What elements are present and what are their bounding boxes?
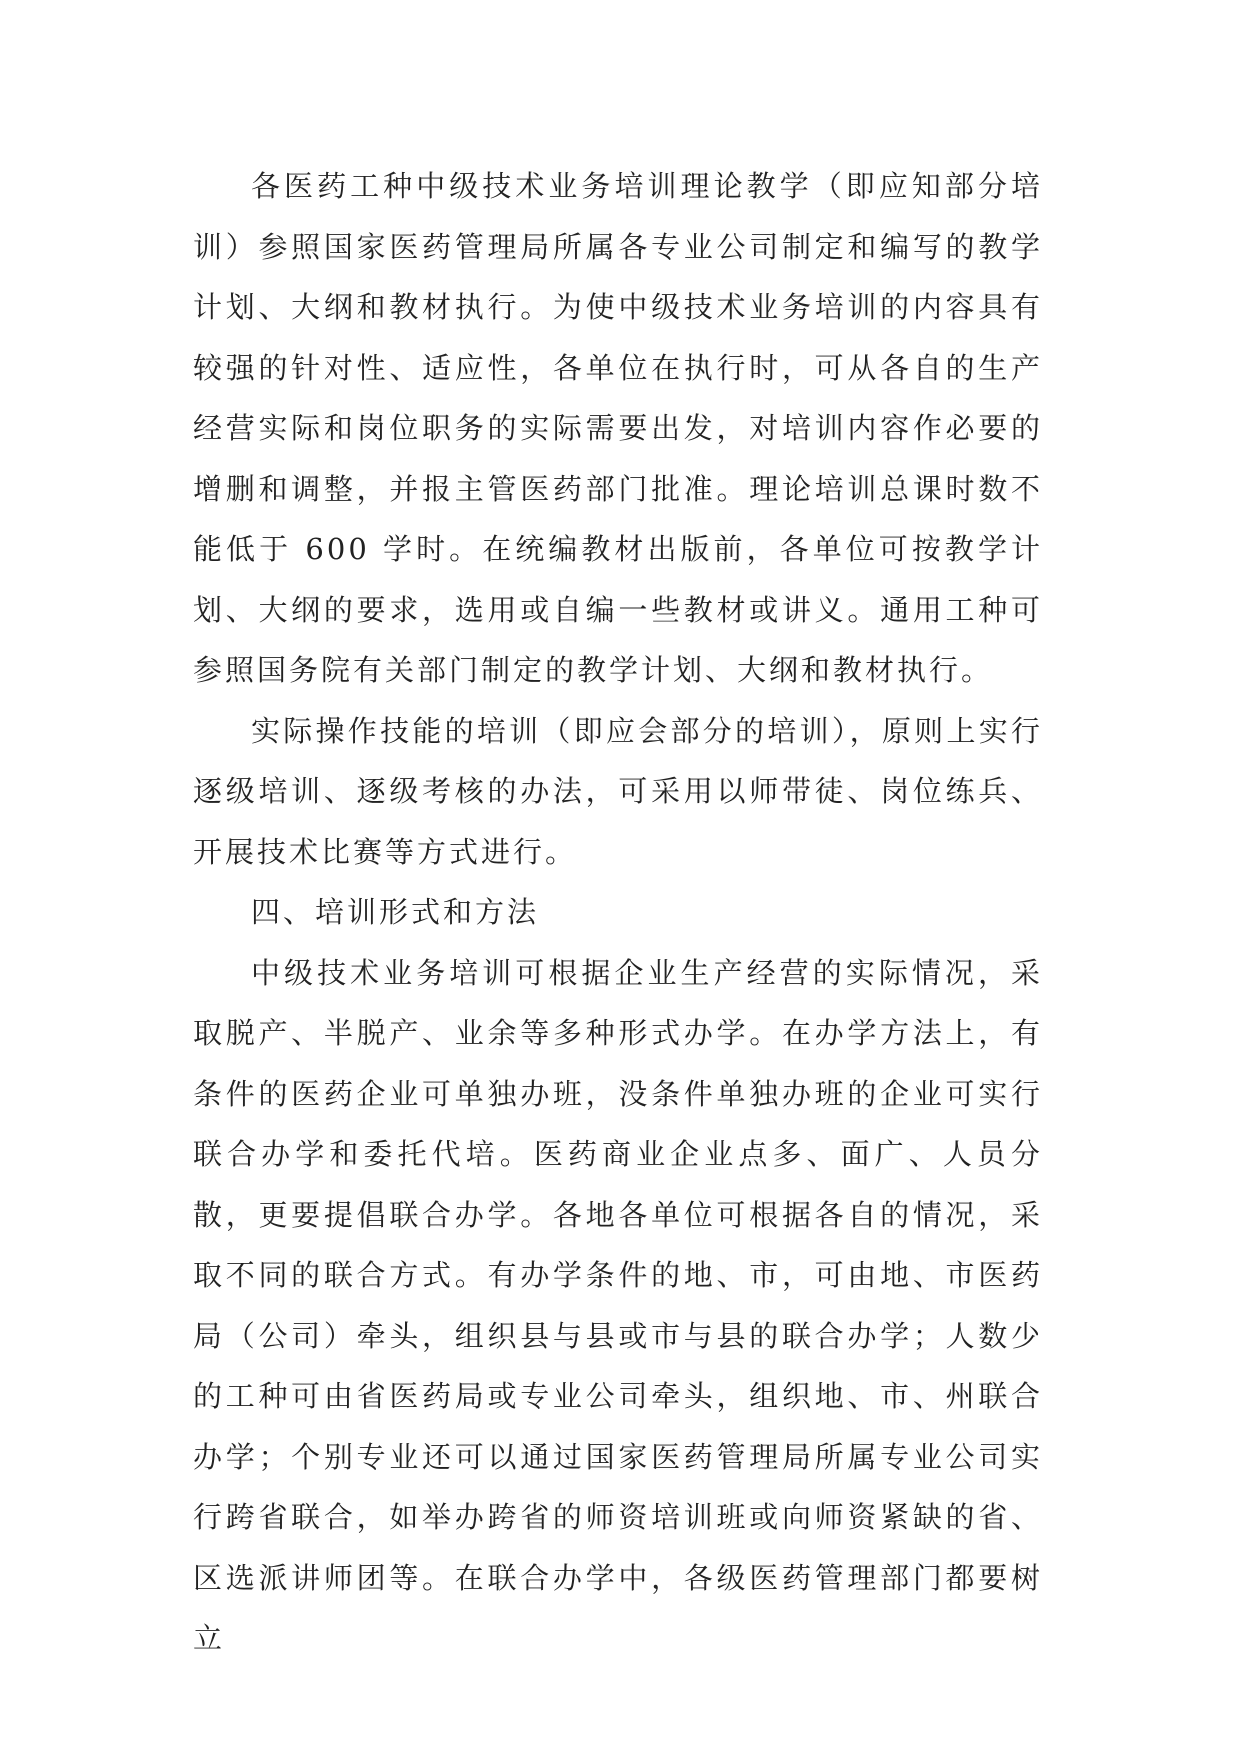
paragraph-training-methods: 中级技术业务培训可根据企业生产经营的实际情况，采取脱产、半脱产、业余等多种形式办学。在办学方法上，有条件的医药企业可单独办班，没条件单独办班的企业可实行联合办学和委托代培。医药商业企业点多、面广、人员分散，更要提倡联合办学。各地各单位可根据各自的情况，采取不同的联合方式。有办学条件的地、市，可由地、市医药局（公司）牵头，组织县与县或市与县的联合办学；人数少的工种可由省医药局或专业公司牵头，组织地、市、州联合办学；个别专业还可以通过国家医药管理局所属专业公司实行跨省联合，如举办跨省的师资培训班或向师资紧缺的省、区选派讲师团等。在联合办学中，各级医药管理部门都要树立 [193, 955, 1043, 1655]
document-body [193, 156, 1043, 1669]
paragraph-practical-skills: 实际操作技能的培训（即应会部分的培训），原则上实行逐级培训、逐级考核的办法，可采用以师带徒、岗位练兵、开展技术比赛等方式进行。 [193, 713, 1043, 869]
section-heading-training-forms: 四、培训形式和方法 [251, 895, 540, 929]
paragraph-theory-teaching: 各医药工种中级技术业务培训理论教学（即应知部分培训）参照国家医药管理局所属各专业公司制定和编写的教学计划、大纲和教材执行。为使中级技术业务培训的内容具有较强的针对性、适应性，各单位在执行时，可从各自的生产经营实际和岗位职务的实际需要出发，对培训内容作必要的增删和调整，并报主管医药部门批准。理论培训总课时数不能低于 600 学时。在统编教材出版前，各单位可按教学计划、大纲的要求，选用或自编一些教材或讲义。通用工种可参照国务院有关部门制定的教学计划、大纲和教材执行。 [193, 169, 1043, 687]
